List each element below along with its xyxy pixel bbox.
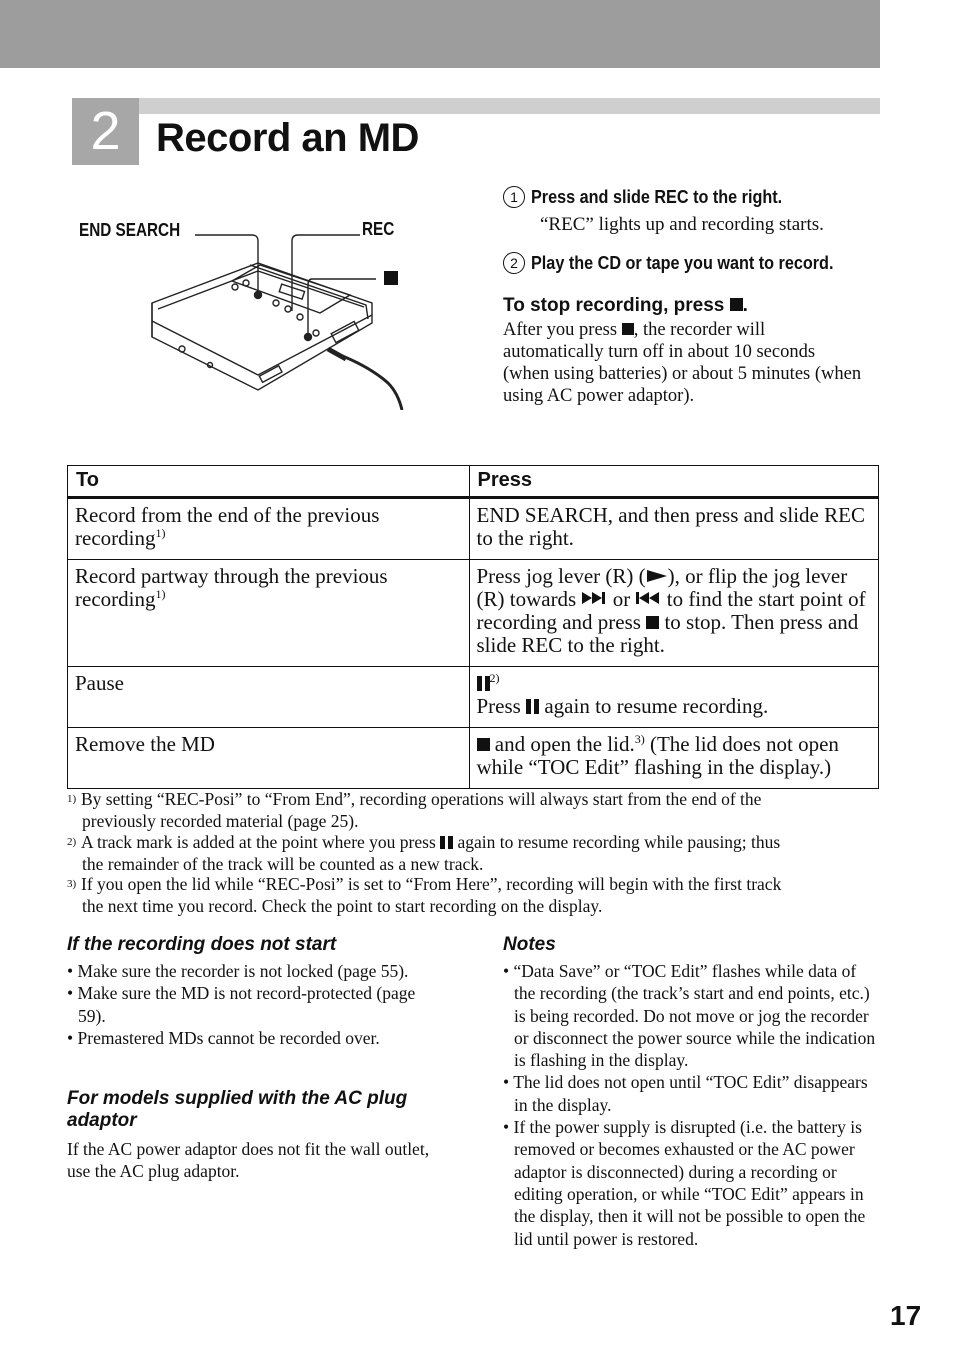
footnote-1: 1) By setting “REC-Posi” to “From End”, recording operations will always start from the end of the previously recorded material (page 25). [67,789,762,831]
section-number: 2 [72,98,139,165]
step-instruction: Press and slide REC to the right. [531,186,783,207]
header-band [0,0,880,68]
step-2 [503,252,867,274]
column-header-press: Press [469,466,879,498]
operations-table [67,465,879,789]
table-row: Remove the MD and open the lid.$^{3)}$ (The lid does not open while “TOC Edit” flashing in the display.) [68,728,879,789]
list-item: • Make sure the MD is not record-protected (page 59). [67,983,416,1026]
stop-body: After you press , the recorder will automatically turn off in about 10 seconds (when using batteries) or about 5 minutes (when using AC power adaptor). [503,320,862,406]
step-instruction: Play the CD or tape you want to record. [531,252,834,273]
footnote-2: 2) A track mark is added at the point where you press again to resume recording while pausing; thus the remainder of the track will be counted as a new track. [67,832,781,874]
page-number: 17 [890,1300,922,1331]
ac-plug-heading: For models supplied with the AC plug adaptor [67,1088,408,1131]
title-rule [139,98,880,114]
stop-symbol [622,323,634,335]
pause-icon [477,676,490,691]
md-recorder-illustration [140,225,410,410]
rec-label: REC [362,219,395,239]
ac-plug-paragraph: If the AC power adaptor does not fit the wall outlet, use the AC plug adaptor. [67,1139,430,1182]
step-1 [503,186,810,208]
end-search-label: END SEARCH [79,220,181,240]
footnote-3: 3) If you open the lid while “REC-Posi” is set to “From Here”, recording will begin with the first track the next time you record. Check the point to start recording on the display. [67,874,782,916]
notes-heading: Notes [503,934,556,955]
list-item: • “Data Save” or “TOC Edit” flashes while data of the recording (the track’s start and end points, etc.) is being recorded. Do not move or jog the recorder or disconnect the power source while the indication is flashing in the display. [503,961,876,1071]
stop-symbol [730,298,743,311]
stop-heading: To stop recording, press . [503,295,748,316]
play-icon [646,569,668,583]
list-item: • Make sure the recorder is not locked (page 55). [67,961,409,981]
stop-icon [646,616,659,629]
notes-list [503,960,879,1250]
table-row: Pause $^{2)}$ Press again to resume recording. [68,667,879,728]
table-header-row [68,466,879,498]
list-item: • The lid does not open until “TOC Edit” disappears in the display. [503,1072,868,1115]
step-1-detail: “REC” lights up and recording starts. [540,214,824,235]
step-number: 2 [503,252,525,274]
table-row: Record partway through the previous recording$^{1)}$ Press jog lever (R) ( ), or flip the jog lever (R) towards or to find the start point of recording and press to stop. Then press and slide REC to the right. [68,560,879,667]
previous-track-icon [635,590,661,606]
troubleshooting-heading: If the recording does not start [67,934,337,955]
step-number: 1 [503,186,525,208]
table-row: Record from the end of the previous recording$^{1)}$ END SEARCH, and then press and slide REC to the right. [68,498,879,560]
next-track-icon [581,590,607,606]
column-header-to: To [68,466,470,498]
page-title: Record an MD [156,116,419,160]
list-item: • Premastered MDs cannot be recorded over. [67,1027,380,1048]
troubleshooting-list [67,960,427,1049]
pause-icon [440,836,453,849]
list-item: • If the power supply is disrupted (i.e. the battery is removed or becomes exhausted or the AC power adaptor is disconnected) during a recording or editing operation, or while “TOC Edit” appears in the display, then it will not be possible to open the lid until power is restored. [503,1117,866,1249]
stop-icon [477,738,490,751]
pause-icon [526,699,539,714]
